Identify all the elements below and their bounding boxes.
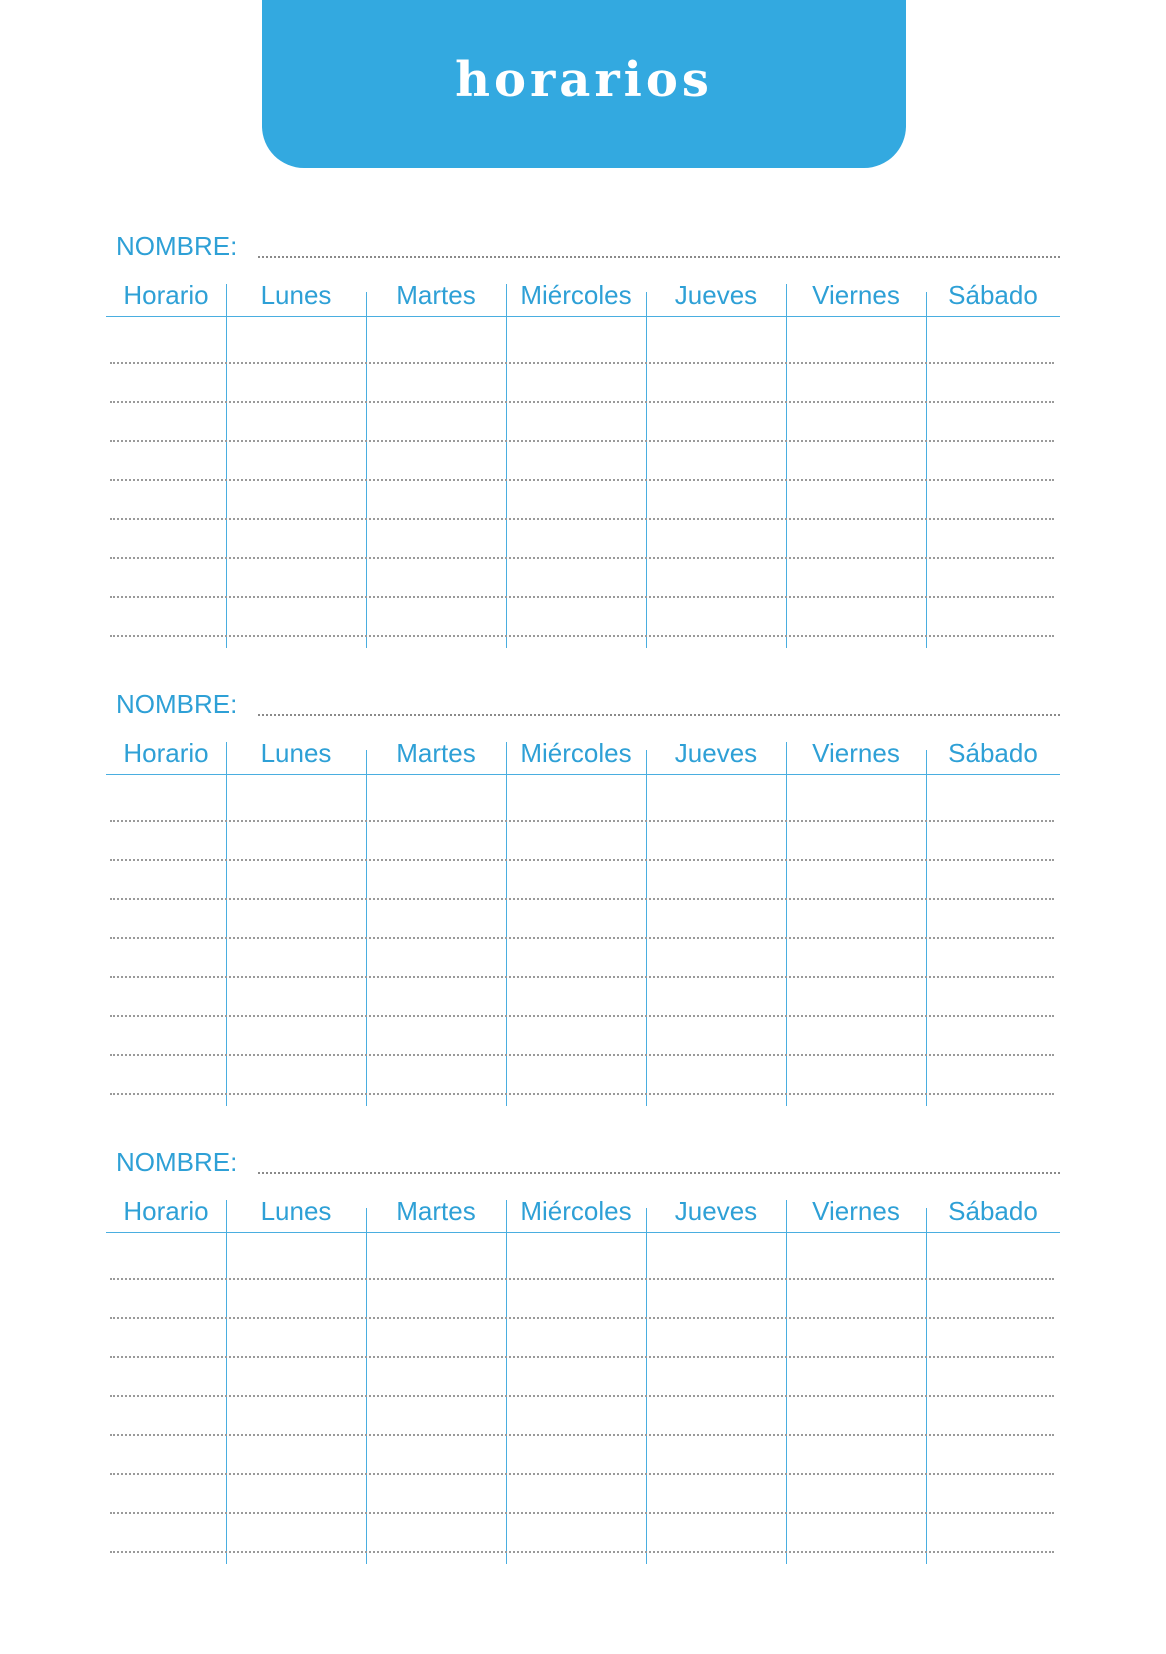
column-divider [366, 316, 367, 648]
column-divider [226, 1232, 227, 1564]
name-label: NOMBRE: [116, 231, 238, 261]
writing-row[interactable] [110, 362, 1054, 364]
writing-row[interactable] [110, 898, 1054, 900]
column-header-sabado: Sábado [948, 280, 1038, 310]
column-header-viernes: Viernes [812, 280, 900, 310]
column-divider [926, 1232, 927, 1564]
column-header-viernes: Viernes [812, 1196, 900, 1226]
column-header-martes: Martes [396, 738, 476, 768]
column-divider [226, 316, 227, 648]
column-divider-tick [786, 1200, 787, 1232]
column-divider [786, 774, 787, 1106]
writing-row[interactable] [110, 440, 1054, 442]
writing-row[interactable] [110, 937, 1054, 939]
header-rule [106, 316, 1060, 317]
column-divider [226, 774, 227, 1106]
column-header-lunes: Lunes [260, 738, 332, 768]
column-divider [926, 774, 927, 1106]
column-header-jueves: Jueves [674, 280, 758, 310]
column-divider [506, 1232, 507, 1564]
column-divider-tick [926, 1208, 927, 1232]
writing-row[interactable] [110, 479, 1054, 481]
schedule-table-2 [0, 686, 1166, 1126]
column-divider [506, 774, 507, 1106]
name-input-line[interactable] [258, 1172, 1060, 1174]
column-divider [646, 316, 647, 648]
page-title: horarios [455, 52, 713, 108]
column-divider-tick [366, 1208, 367, 1232]
column-header-sabado: Sábado [948, 738, 1038, 768]
header-rule [106, 1232, 1060, 1233]
title-banner [262, 0, 906, 168]
column-divider-tick [646, 292, 647, 316]
column-header-jueves: Jueves [674, 738, 758, 768]
writing-row[interactable] [110, 1473, 1054, 1475]
column-header-miercoles: Miércoles [520, 1196, 632, 1226]
column-divider [646, 774, 647, 1106]
writing-row[interactable] [110, 1093, 1054, 1095]
column-header-horario: Horario [123, 1196, 209, 1226]
column-header-lunes: Lunes [260, 280, 332, 310]
column-header-viernes: Viernes [812, 738, 900, 768]
writing-row[interactable] [110, 1317, 1054, 1319]
writing-row[interactable] [110, 1278, 1054, 1280]
column-header-martes: Martes [396, 1196, 476, 1226]
column-divider-tick [506, 1200, 507, 1232]
column-divider-tick [366, 750, 367, 774]
column-divider [926, 316, 927, 648]
writing-row[interactable] [110, 596, 1054, 598]
column-divider-tick [646, 1208, 647, 1232]
column-divider [786, 316, 787, 648]
writing-row[interactable] [110, 557, 1054, 559]
column-header-jueves: Jueves [674, 1196, 758, 1226]
column-divider-tick [926, 750, 927, 774]
table-header [106, 274, 1060, 316]
name-field-row [116, 686, 1060, 722]
column-divider-tick [226, 742, 227, 774]
column-header-sabado: Sábado [948, 1196, 1038, 1226]
column-divider [366, 774, 367, 1106]
name-label: NOMBRE: [116, 1147, 238, 1177]
column-divider-tick [226, 284, 227, 316]
column-header-miercoles: Miércoles [520, 738, 632, 768]
column-divider-tick [926, 292, 927, 316]
writing-row[interactable] [110, 1551, 1054, 1553]
writing-row[interactable] [110, 1395, 1054, 1397]
name-field-row [116, 1144, 1060, 1180]
name-label: NOMBRE: [116, 689, 238, 719]
writing-row[interactable] [110, 1054, 1054, 1056]
writing-row[interactable] [110, 976, 1054, 978]
table-header [106, 732, 1060, 774]
column-divider-tick [506, 742, 507, 774]
writing-row[interactable] [110, 1434, 1054, 1436]
writing-row[interactable] [110, 859, 1054, 861]
column-header-martes: Martes [396, 280, 476, 310]
schedule-table-1 [0, 228, 1166, 668]
column-divider [786, 1232, 787, 1564]
writing-row[interactable] [110, 1015, 1054, 1017]
name-field-row [116, 228, 1060, 264]
writing-row[interactable] [110, 401, 1054, 403]
writing-row[interactable] [110, 635, 1054, 637]
writing-row[interactable] [110, 1512, 1054, 1514]
writing-row[interactable] [110, 820, 1054, 822]
column-header-horario: Horario [123, 738, 209, 768]
writing-row[interactable] [110, 1356, 1054, 1358]
column-header-miercoles: Miércoles [520, 280, 632, 310]
column-divider-tick [646, 750, 647, 774]
column-divider-tick [786, 284, 787, 316]
name-input-line[interactable] [258, 714, 1060, 716]
column-divider [366, 1232, 367, 1564]
column-divider-tick [506, 284, 507, 316]
header-rule [106, 774, 1060, 775]
column-header-horario: Horario [123, 280, 209, 310]
writing-row[interactable] [110, 518, 1054, 520]
table-header [106, 1190, 1060, 1232]
column-divider [646, 1232, 647, 1564]
column-divider-tick [786, 742, 787, 774]
column-divider [506, 316, 507, 648]
schedule-table-3 [0, 1144, 1166, 1584]
name-input-line[interactable] [258, 256, 1060, 258]
column-divider-tick [366, 292, 367, 316]
column-divider-tick [226, 1200, 227, 1232]
column-header-lunes: Lunes [260, 1196, 332, 1226]
